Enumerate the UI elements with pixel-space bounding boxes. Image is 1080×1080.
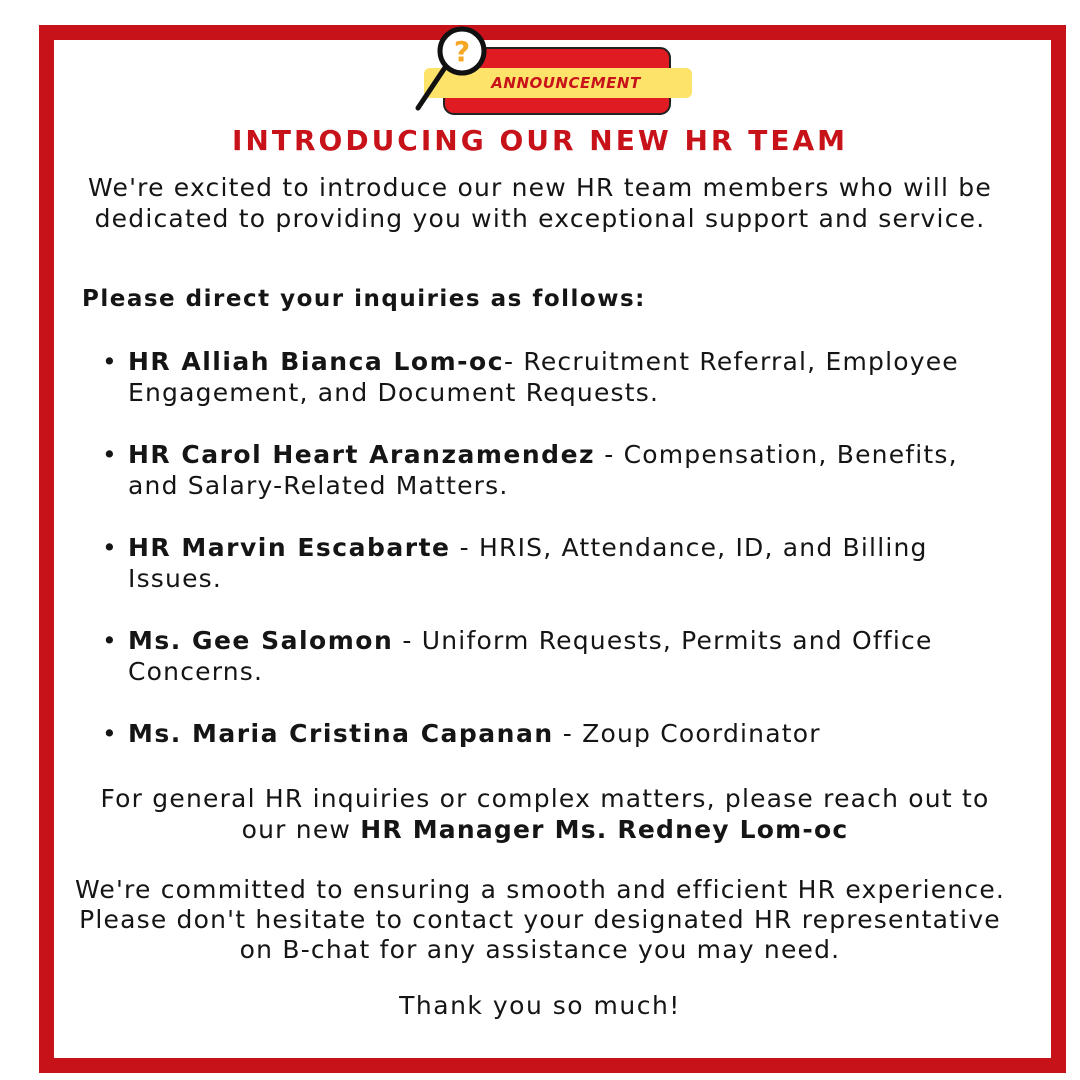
page-title: INTRODUCING OUR NEW HR TEAM xyxy=(232,124,848,157)
directive-heading: Please direct your inquiries as follows: xyxy=(82,286,646,312)
bullet-icon: • xyxy=(102,719,118,748)
contact-name: Ms. Maria Cristina Capanan xyxy=(128,719,554,748)
contact-name: HR Marvin Escabarte xyxy=(128,533,451,562)
announcement-badge xyxy=(410,26,700,118)
announcement-label: ANNOUNCEMENT xyxy=(491,74,641,92)
bullet-icon: • xyxy=(102,533,118,562)
commitment-paragraph: We're committed to ensuring a smooth and efficient HR experience. Please don't hesitate to contact your designated HR representative on B-chat for any assistance you may need. xyxy=(74,875,1006,964)
contact-role: - Zoup Coordinator xyxy=(553,719,821,748)
bullet-icon: • xyxy=(102,347,118,376)
contact-role: - Recruitment Referral, Employee Engagement, and Document Requests. xyxy=(128,347,959,407)
list-item xyxy=(100,532,1000,594)
general-inquiries xyxy=(80,783,1010,845)
contact-name: HR Alliah Bianca Lom-oc xyxy=(128,347,505,376)
contact-name: HR Carol Heart Aranzamendez xyxy=(128,440,596,469)
closing-text: Thank you so much! xyxy=(399,991,681,1020)
hr-manager-name: HR Manager Ms. Redney Lom-oc xyxy=(360,815,849,844)
bullet-icon: • xyxy=(102,626,118,655)
intro-paragraph: We're excited to introduce our new HR team members who will be dedicated to providing you with exceptional support and service. xyxy=(88,173,992,233)
list-item xyxy=(100,439,1000,501)
contact-role: - HRIS, Attendance, ID, and Billing Issues. xyxy=(128,533,928,593)
general-text: For general HR inquiries or complex matters, please reach out to our new xyxy=(100,784,990,844)
contact-role: - Compensation, Benefits, and Salary-Related Matters. xyxy=(128,440,958,500)
svg-text:?: ? xyxy=(453,35,471,68)
bullet-icon: • xyxy=(102,440,118,469)
contact-name: Ms. Gee Salomon xyxy=(128,626,394,655)
list-item xyxy=(100,625,1000,687)
list-item xyxy=(100,718,1000,749)
contact-list xyxy=(100,346,1000,780)
contact-role: - Uniform Requests, Permits and Office Concerns. xyxy=(128,626,933,686)
list-item xyxy=(100,346,1000,408)
